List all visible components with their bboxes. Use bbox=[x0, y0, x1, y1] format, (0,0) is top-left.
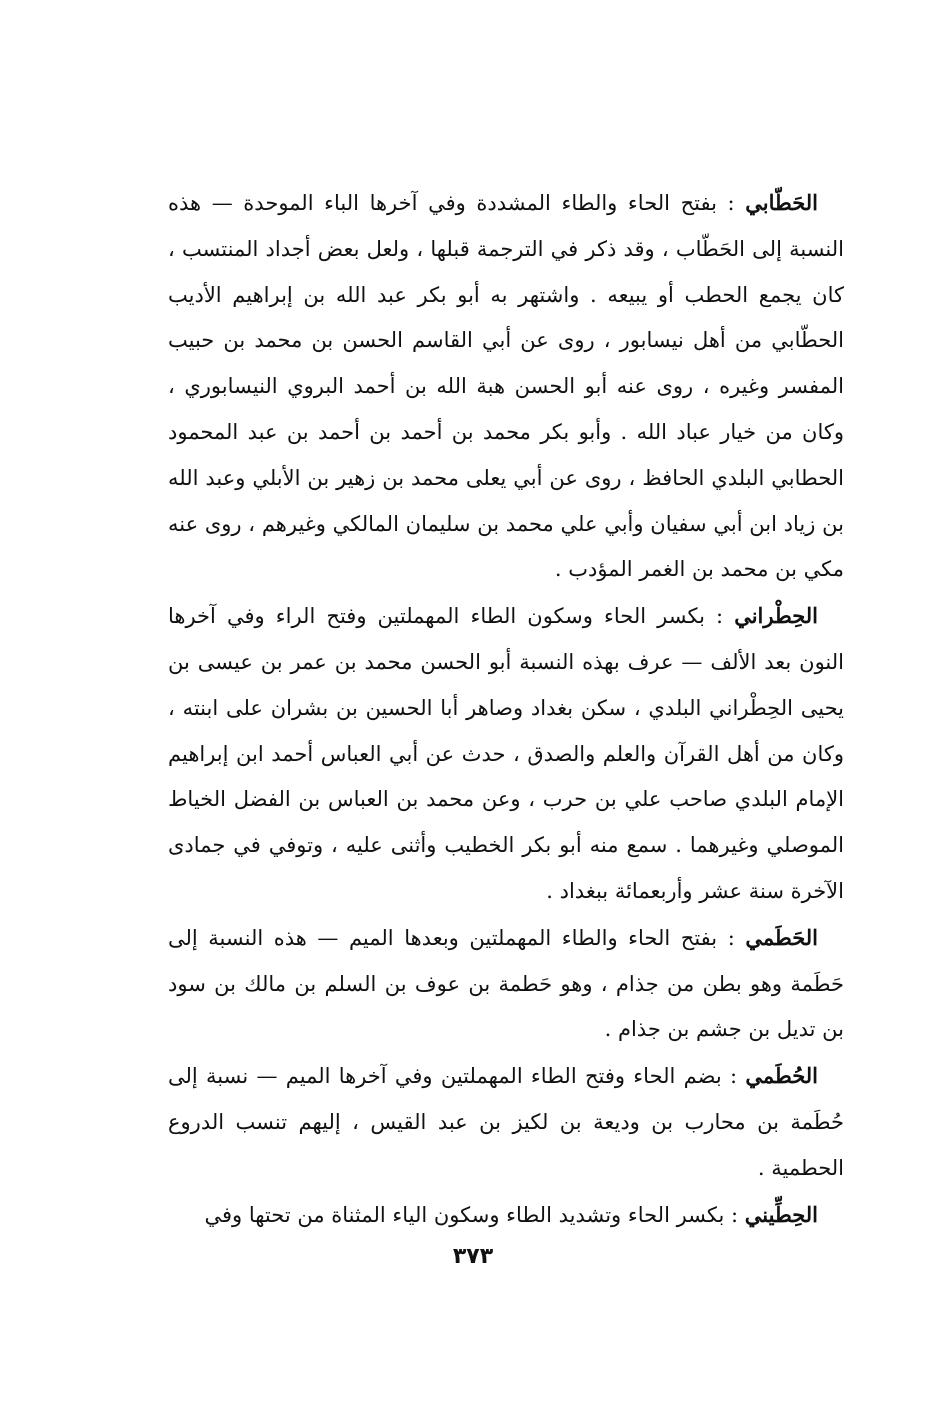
headword: الحِطْراني bbox=[734, 603, 818, 629]
headword: الحَطّابي bbox=[745, 190, 818, 215]
entry-text: : بضم الحاء وفتح الطاء المهملتين وفي آخرها الميم — نسبة إلى حُطَمة بن محارب بن وديعة بن لكيز بن عبد القيس ، إليهم تنسب الدروع الحطمية . bbox=[168, 1064, 844, 1180]
entry-text: : بفتح الحاء والطاء المشددة وفي آخرها الباء الموحدة — هذه النسبة إلى الحَطّاب ، وقد ذكر في الترجمة قبلها ، ولعل بعض أجداد المنتسب ، كان يجمع الحطب أو يبيعه . واشتهر به أبو بكر عبد الله بن إبراهيم الأديب الحطّابي من أهل نيسابور ، روى عن أبي القاسم الحسن بن محمد بن حبيب المفسر وغيره ، روى عنه أبو الحسن هبة الله بن أحمد البروي النيسابوري ، وكان من خيار عباد الله . وأبو بكر محمد بن أحمد بن أحمد بن عبد المحمود الحطابي البلدي الحافظ ، روى عن أبي يعلى محمد بن زهير بن الأبلي وعبد الله بن زياد ابن أبي سفيان وأبي علي محمد بن سليمان المالكي وغيرهم ، روى عنه مكي بن محمد بن الغمر المؤدب . bbox=[168, 191, 844, 582]
entry-al-hittini bbox=[168, 1192, 844, 1239]
page-number: ٣٧٣ bbox=[452, 1244, 494, 1269]
entry-al-hutami bbox=[168, 1053, 844, 1191]
headword: الحِطِّيني bbox=[744, 1201, 818, 1227]
entry-al-hitrani bbox=[168, 593, 844, 915]
entry-al-hatami bbox=[168, 915, 844, 1053]
entry-text: : بكسر الحاء وسكون الطاء المهملتين وفتح الراء وفي آخرها النون بعد الألف — عرف بهذه النسبة أبو الحسن محمد بن عمر بن عيسى بن يحيى الحِطْراني البلدي ، سكن بغداد وصاهر أبا الحسين بن بشران على ابنته ، وكان من أهل القرآن والعلم والصدق ، حدث عن أبي العباس أحمد ابن إبراهيم الإمام البلدي صاحب علي بن حرب ، وعن محمد بن العباس بن الفضل الخياط الموصلي وغيرهما . سمع منه أبو بكر الخطيب وأثنى عليه ، وتوفي في جمادى الآخرة سنة عشر وأربعمائة ببغداد . bbox=[168, 604, 844, 903]
headword: الحَطَمي bbox=[745, 924, 818, 950]
headword: الحُطَمي bbox=[745, 1063, 818, 1089]
entry-text: : بكسر الحاء وتشديد الطاء وسكون الياء المثناة من تحتها وفي bbox=[204, 1202, 745, 1227]
entry-al-hattabi bbox=[168, 180, 844, 593]
entry-text: : بفتح الحاء والطاء المهملتين وبعدها الميم — هذه النسبة إلى حَطَمة وهو بطن من جذام ، وهو حَطمة بن عوف بن السلم بن مالك بن سود بن تديل بن جشم بن جذام . bbox=[168, 925, 844, 1042]
body-text bbox=[168, 180, 844, 1238]
